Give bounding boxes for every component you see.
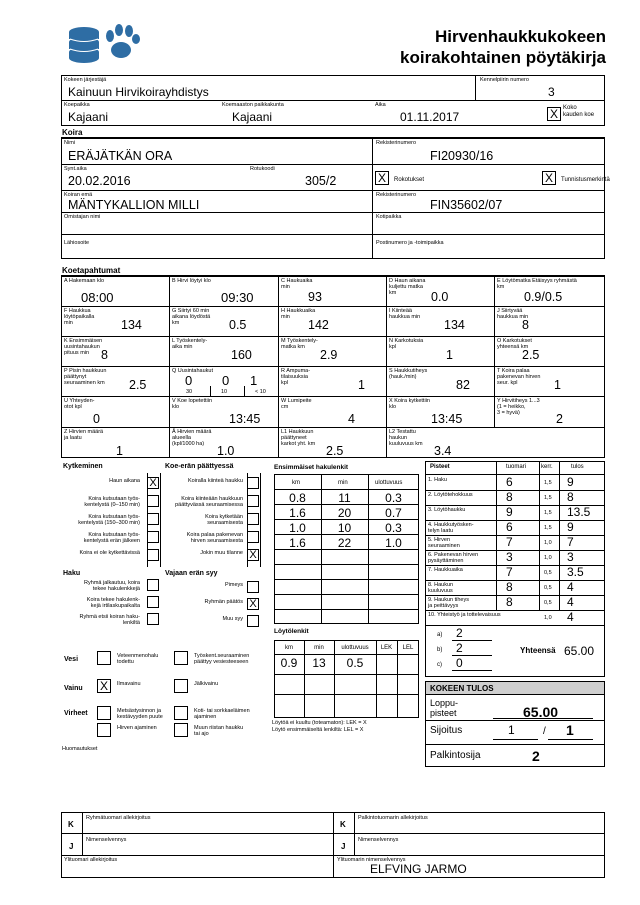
dog-name: ERÄJÄTKÄN ORA — [68, 149, 173, 163]
dog-reg: FI20930/16 — [430, 149, 494, 163]
event-cell-label: R Ampuma- tilaisuuksia kpl — [281, 368, 311, 386]
dog-reg-label: Rekisterinumero — [376, 140, 417, 146]
event-cell-label: B Hirvi löytyi klo — [172, 278, 211, 284]
prizes-value: 2 — [532, 748, 540, 764]
score-coef: 1,5 — [544, 510, 552, 516]
score-judge: 6 — [506, 520, 513, 534]
total-value: 65.00 — [564, 644, 595, 658]
first-barks-cell: 0.3 — [385, 491, 402, 505]
score-result: 4 — [567, 580, 574, 594]
score-coef: 1,0 — [544, 615, 552, 621]
findings-header: ulottuvuus — [341, 645, 369, 651]
score-label: 9. Haukun tiheys ja peittävyys — [428, 597, 469, 609]
event-cell-value: 2.9 — [320, 348, 338, 362]
dam-label: Koiran emä — [64, 192, 93, 198]
condition-checkbox[interactable] — [174, 679, 188, 693]
event-cell-value: 0.9/0.5 — [524, 290, 563, 304]
score-result: 7 — [567, 535, 574, 549]
first-barks-cell: 0.7 — [385, 506, 402, 520]
row-divider — [425, 610, 605, 611]
first-barks-header: km — [292, 480, 300, 486]
scores-header: tulos — [571, 464, 584, 470]
findings-header: LEK — [380, 645, 393, 651]
findings-cell: 0.9 — [280, 656, 298, 670]
end-checkbox[interactable]: X — [247, 549, 259, 561]
subscore-value: 0 — [456, 656, 463, 670]
search-title: Haku — [63, 570, 81, 577]
condition-label: Ilmavainu — [117, 681, 141, 687]
difficulty-label: Pimeys — [224, 582, 243, 588]
event-cell-label: G Siirtyi 60 min aikana löydöstä km — [172, 308, 211, 326]
condition-checkbox[interactable] — [97, 706, 111, 720]
placing-label: Sijoitus — [430, 725, 463, 736]
full-day-checkbox[interactable]: X — [547, 107, 561, 121]
condition-checkbox[interactable] — [97, 651, 111, 665]
row-divider — [425, 490, 605, 491]
event-cell-value: 8 — [101, 348, 108, 362]
owner-label: Omistajan nimi — [64, 214, 101, 220]
condition-checkbox[interactable] — [174, 723, 188, 737]
event-cell-value: 8 — [522, 318, 529, 332]
final-value: 65.00 — [523, 704, 559, 720]
event-cell-value: 2.5 — [326, 444, 344, 458]
dam-name: MÄNTYKALLION MILLI — [68, 198, 200, 212]
dam-reg: FIN35602/07 — [430, 198, 503, 212]
row-divider — [274, 594, 419, 595]
first-barks-cell: 10 — [337, 521, 352, 535]
score-coef: 1,0 — [544, 555, 552, 561]
col-divider — [334, 640, 335, 718]
breed-code: 305/2 — [305, 174, 337, 188]
event-cell-label: L Työskentely- aika min — [172, 338, 208, 350]
difficulty-label: Ryhmän päätös — [204, 599, 243, 605]
findings-cell: 13 — [312, 656, 326, 670]
score-label: 8. Haukun kuuluvuus — [428, 582, 454, 594]
row-divider — [425, 625, 605, 626]
difficulty-title: Vajaan erän syy — [165, 570, 218, 577]
event-cell-label: V Koe lopetettiin klo — [172, 398, 213, 410]
end-label: Koira kytketään seuraamisesta — [205, 514, 243, 526]
leash-checkbox[interactable]: X — [147, 477, 159, 489]
event-cell-label: Å Hirvien määrä alueella (kpl/1000 ha) — [172, 429, 212, 447]
condition-checkbox[interactable] — [97, 723, 111, 737]
end-checkbox[interactable] — [247, 477, 259, 489]
event-cell-label: P Pisin haukkuun päättynyt seuraaminen km — [64, 368, 107, 386]
row-divider — [274, 654, 419, 655]
leash-label: Haun aikana — [109, 478, 140, 484]
event-cell-label: Q Uusintahaukut — [172, 368, 213, 374]
end-title: Koe-erän päättyessä — [165, 463, 234, 470]
first-barks-cell: 1.6 — [289, 506, 306, 520]
leash-label: Koira kutsutaan työs- kentelystä (150–300 min) — [78, 514, 140, 526]
col-divider — [559, 461, 560, 611]
score-judge: 8 — [506, 595, 513, 609]
score-judge: 6 — [506, 475, 513, 489]
end-label: Koira palaa pakenevan hirven seuraamisesta — [186, 532, 243, 544]
id-mark-checkbox[interactable]: X — [542, 171, 556, 185]
event-cell-value: 1 — [446, 348, 453, 362]
logo — [66, 22, 146, 67]
end-label: Koiralla kiinteä haukku — [187, 478, 243, 484]
event-cell-value: 160 — [231, 348, 252, 362]
total-label: Yhteensä — [520, 646, 556, 655]
place-value: Kajaani — [68, 110, 109, 124]
score-result: 8 — [567, 490, 574, 504]
event-cell-value: 134 — [121, 318, 142, 332]
difficulty-checkbox[interactable] — [247, 615, 259, 627]
score-label: 2. Löytötehokkuus — [428, 492, 473, 498]
end-label: Jokin muu tilanne — [200, 550, 243, 556]
dog-name-label: Nimi — [64, 140, 75, 146]
condition-group-label: Virheet — [64, 710, 88, 717]
first-barks-cell: 0.3 — [385, 521, 402, 535]
event-cell-value: 1 — [116, 444, 123, 458]
condition-label: Veteenmenohalu todettu — [117, 653, 159, 665]
event-cell-label: T Koira palaa pakenevan hirven seur. kpl — [497, 368, 541, 386]
subscore-label: a) — [437, 632, 443, 638]
search-label: Koira tekee hakulenk- kejä irtilaskupaikalta — [86, 597, 140, 609]
address-label: Lähiosoite — [64, 240, 90, 246]
event-cell-value: 2.5 — [129, 378, 147, 392]
condition-checkbox[interactable]: X — [97, 679, 111, 693]
score-coef: 1,5 — [544, 525, 552, 531]
score-coef: 1,0 — [544, 540, 552, 546]
event-cell-label: X Koira kytkettiin klo — [389, 398, 430, 410]
time-value: 01.11.2017 — [400, 110, 460, 124]
event-cell-label: N Karkotuksia kpl — [389, 338, 424, 350]
difficulty-checkbox[interactable] — [247, 581, 259, 593]
event-cell-value: 0.0 — [431, 290, 449, 304]
col-divider — [496, 461, 497, 611]
row-divider — [274, 579, 419, 580]
findings-cell: 0.5 — [346, 656, 364, 670]
event-cell-label: U Yhteyden- otot kpl — [64, 398, 95, 410]
placing-value: 1 — [508, 723, 515, 737]
score-result: 4 — [567, 595, 574, 609]
score-label: 3. Löytöhaukku — [428, 507, 466, 513]
event-cell-value: 09:30 — [221, 290, 254, 305]
score-judge: 9 — [506, 505, 513, 519]
dog-section-title: Koira — [62, 128, 83, 137]
prize-sig-label: Palkintotuomarin allekirjoitus — [358, 815, 428, 821]
row-divider — [425, 580, 605, 581]
event-cell-value: 08:00 — [81, 290, 114, 305]
subscore-value: 2 — [456, 626, 463, 640]
q-range-1: 30 — [186, 389, 193, 395]
score-judge: 8 — [506, 580, 513, 594]
col-divider — [397, 640, 398, 718]
postal-label: Postinumero ja -toimipaikka — [376, 240, 444, 246]
score-result: 9 — [567, 520, 574, 534]
subscore-line — [452, 670, 492, 671]
chief-sig-label: Ylituomari allekirjoitus — [64, 857, 118, 863]
leash-label: Koira ei ole kytkettävissä — [79, 550, 140, 556]
k-marker-2: K — [340, 820, 346, 829]
event-cell-label: K Ensimmäisen uusintahaukun pituus min — [64, 338, 103, 356]
scores-header: kerr. — [541, 464, 553, 470]
first-barks-cell: 1.6 — [289, 536, 306, 550]
chief-name-label: Ylituomarin nimenselvennys — [337, 857, 406, 863]
q-value-1: 0 — [185, 373, 193, 388]
first-barks-cell: 1.0 — [385, 536, 402, 550]
event-cell-label: D Haun aikana kuljettu matka km — [389, 278, 426, 296]
scores-header: tuomari — [506, 464, 527, 470]
score-judge: 3 — [506, 550, 513, 564]
row-divider — [274, 489, 419, 490]
event-cell-value: 3.4 — [434, 444, 452, 458]
event-cell-label: W Lumipeite cm — [281, 398, 312, 410]
first-barks-cell: 11 — [338, 491, 351, 505]
vaccinations-label: Rokotukset — [394, 177, 425, 183]
event-cell-label: M Työskentely- matka km — [281, 338, 318, 350]
breed-code-label: Rotukoodi — [250, 166, 275, 172]
dam-reg-label: Rekisterinumero — [376, 192, 417, 198]
remarks-label: Huomautukset — [62, 746, 98, 752]
q-range-2: 10 — [221, 389, 228, 395]
event-cell-label: F Haukkua löytöpaikalla min — [64, 308, 95, 326]
score-judge: 7 — [506, 535, 513, 549]
municipality-value: Kajaani — [232, 110, 273, 124]
end-checkbox[interactable] — [247, 531, 259, 543]
score-label: 4. Haukkutyösken- telyn laatu — [428, 522, 474, 534]
first-barks-header: ulottuvuus — [375, 480, 403, 486]
event-cell-label: Y Hirvitiheys 1...3 (1 = heikko, 3 = hyvä) — [497, 398, 540, 416]
score-result: 13.5 — [567, 505, 591, 519]
score-coef: 1,5 — [544, 495, 552, 501]
birth-label: Synt.aika — [64, 166, 87, 172]
col-divider — [304, 640, 305, 718]
event-cell-label: I Kiinteää haukkua min — [389, 308, 421, 320]
first-barks-cell: 22 — [337, 536, 352, 550]
prize-name-label: Nimenselvennys — [358, 837, 399, 843]
q-value-2: 0 — [222, 373, 230, 388]
score-label: 1. Haku — [428, 477, 447, 483]
kennel-district-label: Kennelpiirin numero — [480, 77, 529, 83]
vaccinations-checkbox[interactable]: X — [375, 171, 389, 185]
condition-checkbox[interactable] — [174, 651, 188, 665]
municipality-label: Koemaaston paikkakunta — [222, 102, 284, 108]
event-cell-value: 142 — [308, 318, 329, 332]
event-cell-value: 82 — [456, 378, 470, 392]
q-range-3: < 10 — [255, 389, 266, 395]
row-divider — [425, 535, 605, 536]
col-divider — [539, 461, 540, 611]
divider — [260, 473, 261, 567]
prizes-label: Palkintosija — [430, 750, 481, 761]
event-cell-label: L2 Testattu haukun kuuluvuus km — [389, 429, 423, 447]
scores-header: Pisteet — [430, 464, 450, 470]
event-cell-value: 13:45 — [229, 412, 261, 426]
condition-label: Metsästysinnon ja kestävyyden puute — [117, 708, 163, 720]
event-cell-value: 134 — [444, 318, 465, 332]
organizer-label: Kokeen järjestäjä — [64, 77, 107, 83]
event-cell-value: 4 — [348, 412, 355, 426]
first-barks-cell: 20 — [337, 506, 352, 520]
end-checkbox[interactable] — [247, 495, 259, 507]
condition-label: Jälkivainu — [194, 681, 219, 687]
event-cell-label: E Löytömatka Etäisyys ryhmästä km — [497, 278, 577, 290]
first-barks-cell: 1.0 — [289, 521, 306, 535]
findings-note-1: Löytöä ei kuultu (toteamaton): LEK = X — [272, 720, 367, 726]
findings-header: km — [285, 645, 293, 651]
col-divider — [376, 640, 377, 718]
first-barks-title: Ensimmäiset hakulenkit — [274, 464, 349, 471]
difficulty-checkbox[interactable]: X — [247, 598, 259, 610]
score-judge: 8 — [506, 490, 513, 504]
leash-label: Koira kutsutaan työs- kentelystä (0–150 min) — [84, 496, 140, 508]
event-cell-label: J Siirtyvää haukkua min — [497, 308, 529, 320]
score-result: 3.5 — [567, 565, 584, 579]
page-title: Hirvenhaukkukokeen koirakohtainen pöytäkirja — [400, 27, 606, 67]
search-label: Ryhmä jalkautuu, koira tekee hakulenkkejä — [84, 580, 140, 592]
score-result: 9 — [567, 475, 574, 489]
findings-header: LEL — [402, 645, 414, 651]
score-result: 3 — [567, 550, 574, 564]
score-coef: 0,5 — [544, 600, 552, 606]
subscore-label: b) — [437, 647, 443, 653]
search-label: Ryhmä etsii koiran haku- lenkiltä — [79, 614, 140, 626]
subscore-label: c) — [437, 662, 442, 668]
findings-header: min — [314, 645, 324, 651]
condition-label: Muun riistan haukku tai ajo — [194, 725, 244, 737]
score-judge: 7 — [506, 565, 513, 579]
final-label: Loppu- pisteet — [430, 698, 459, 718]
row-divider — [425, 595, 605, 596]
row-divider — [425, 550, 605, 551]
score-coef: 1,5 — [544, 480, 552, 486]
score-label: 10. Yhteistyö ja tottelevaisuus — [428, 612, 501, 618]
event-cell-value: 2.5 — [522, 348, 540, 362]
condition-checkbox[interactable] — [174, 706, 188, 720]
score-label: 6. Pakenevan hirven pysäyttäminen — [428, 552, 479, 564]
event-cell-label: H Haukkuaika min — [281, 308, 316, 320]
full-day-label: Koko kauden koe — [563, 105, 595, 118]
time-label: Aika — [375, 102, 386, 108]
event-cell-value: 1 — [358, 378, 365, 392]
result-title: KOKEEN TULOS — [430, 684, 494, 693]
event-cell-value: 0 — [93, 412, 100, 426]
row-divider — [274, 694, 419, 695]
event-cell-value: 1 — [554, 378, 561, 392]
organizer-value: Kainuun Hirvikoirayhdistys — [68, 85, 209, 99]
end-checkbox[interactable] — [247, 513, 259, 525]
findings-note-2: Löytö ensimmäiseltä lenkiltä: LEL = X — [272, 727, 364, 733]
score-coef: 0,5 — [544, 570, 552, 576]
condition-label: Koti- tai sorkkaeläimen ajaminen — [194, 708, 250, 720]
first-barks-cell: 0.8 — [289, 491, 306, 505]
leash-label: Koira kutsutaan työs- kentelystä erän jälkeen — [83, 532, 140, 544]
event-cell-value: 2 — [556, 412, 563, 426]
j-marker: J — [69, 842, 74, 851]
q-value-3: 1 — [250, 373, 258, 388]
score-label: 5. Hirven seuraaminen — [428, 537, 460, 549]
judge-name-label: Nimenselvennys — [86, 837, 127, 843]
row-divider — [425, 474, 605, 475]
j-marker-2: J — [341, 842, 346, 851]
row-divider — [274, 564, 419, 565]
condition-group-label: Vainu — [64, 685, 83, 692]
owner-city-label: Kotipaikka — [376, 214, 402, 220]
judge-sig-label: Ryhmätuomari allekirjoitus — [86, 815, 151, 821]
event-cell-label: L1 Haukkuun päättyneet karkot yht. km — [281, 429, 316, 447]
event-cell-value: 0.5 — [229, 318, 247, 332]
event-cell-value: 93 — [308, 290, 322, 304]
event-cell-label: A Hakemaan klo — [64, 278, 105, 284]
kennel-district-value: 3 — [548, 85, 555, 99]
score-result: 4 — [567, 610, 574, 624]
event-cell-value: 13:45 — [431, 412, 463, 426]
k-marker: K — [68, 820, 74, 829]
place-label: Koepaikka — [64, 102, 90, 108]
id-mark-label: Tunnistusmerkintä — [561, 177, 610, 183]
event-cell-label: C Haukuaika min — [281, 278, 313, 290]
row-divider — [425, 520, 605, 521]
placing-sep: / — [543, 726, 546, 737]
condition-label: Hirven ajaminen — [117, 725, 157, 731]
first-barks-header: min — [338, 480, 348, 486]
event-cell-label: O Karkotukset yhteensä km — [497, 338, 532, 350]
event-cell-label: S Haukkutiheys (hauk./min) — [389, 368, 428, 380]
difficulty-label: Muu syy — [222, 616, 243, 622]
row-divider — [274, 609, 419, 610]
end-label: Koira kiinteään haukkuun päättyvässä seuraamisessa — [175, 496, 243, 508]
findings-title: Löytölenkit — [274, 628, 309, 635]
condition-group-label: Vesi — [64, 656, 79, 663]
score-coef: 0,5 — [544, 585, 552, 591]
events-section-title: Koetapahtumat — [62, 266, 121, 275]
chief-name: ELFVING JARMO — [370, 862, 467, 876]
event-cell-value: 1.0 — [217, 444, 235, 458]
event-cell-label: Z Hirvien määrä ja laatu — [64, 429, 104, 441]
birth-date: 20.02.2016 — [68, 174, 131, 188]
condition-label: Työskent.seuraaminen päättyy vesiesteeseen — [194, 653, 250, 665]
score-label: 7. Haukkuaika — [428, 567, 463, 573]
row-divider — [274, 674, 419, 675]
placing-of: 1 — [566, 722, 574, 738]
subscore-value: 2 — [456, 641, 463, 655]
leash-title: Kytkeminen — [63, 463, 103, 470]
